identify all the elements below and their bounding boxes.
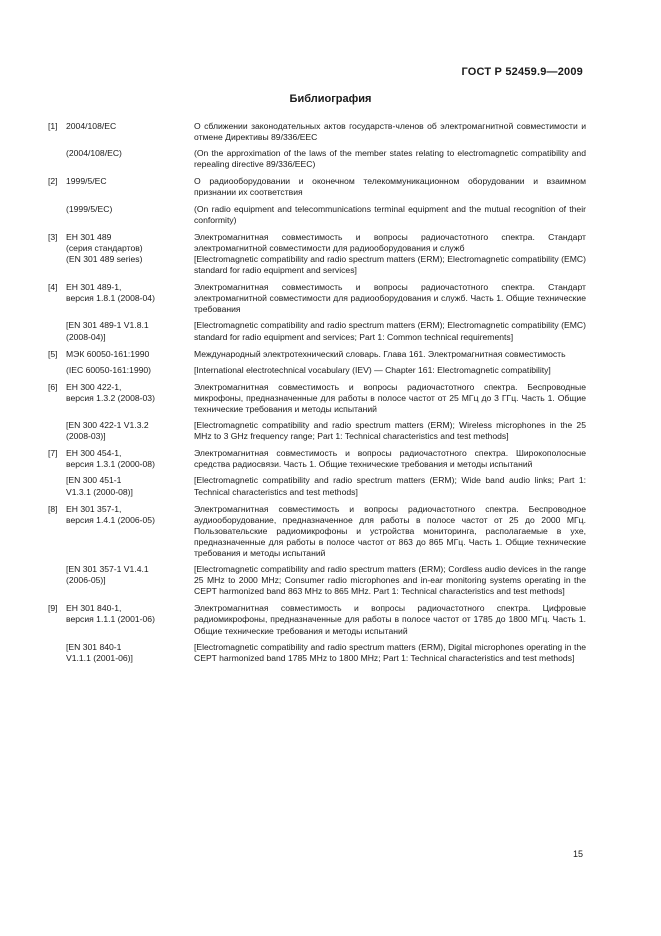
- entry-description: [International electrotechnical vocabulary (IEV) — Chapter 161: Electromagnetic compatibility]: [194, 364, 551, 375]
- bibliography-list: [48, 121, 586, 670]
- entry-description: Электромагнитная совместимость и вопросы радиочастотного спектра. Цифровые радиомикрофоны, предназначенные для работы в полосе частот от 1785 до 1800 МГц. Часть 1. Общие технические требования и методы испытаний: [194, 603, 586, 636]
- entry-row: [66, 504, 586, 559]
- entry-code: ЕН 300 454-1, версия 1.3.1 (2000-08): [66, 448, 155, 470]
- entry-description: О сближении законодательных актов государств-членов об электромагнитной совместимости и отмене Директивы 89/336/ЕЕС: [194, 121, 586, 143]
- entry-code: (IEC 60050-161:1990): [66, 364, 152, 375]
- entry-description: (On the approximation of the laws of the member states relating to electromagnetic compatibility and repealing directive 89/336/EEC): [194, 148, 586, 170]
- entry-row: [66, 564, 586, 597]
- entry-code: ЕН 301 489 (серия стандартов) (EN 301 489 series): [66, 231, 143, 264]
- entry-number: [5]: [48, 348, 58, 359]
- entry-description: О радиооборудовании и оконечном телекоммуникационном оборудовании и взаимном признании их соответствия: [194, 176, 586, 198]
- entry-row: [66, 642, 586, 664]
- entry-row: [66, 232, 586, 276]
- bibliography-entry: [48, 176, 586, 225]
- entry-row: [66, 448, 586, 470]
- bibliography-entry: [48, 603, 586, 663]
- entry-row: [66, 420, 586, 442]
- entry-number: [4]: [48, 282, 58, 293]
- entry-body: [66, 282, 586, 342]
- entry-description: (On radio equipment and telecommunications terminal equipment and the mutual recognition of their conformity): [194, 203, 586, 225]
- entry-body: [66, 382, 586, 442]
- entry-row: [66, 382, 586, 415]
- entry-code: (1999/5/EC): [66, 203, 113, 214]
- entry-code: [EN 300 451-1 V1.3.1 (2000-08)]: [66, 475, 133, 497]
- entry-body: [66, 121, 586, 170]
- entry-row: [66, 320, 586, 342]
- entry-number: [6]: [48, 381, 58, 392]
- bibliography-entry: [48, 448, 586, 497]
- bibliography-entry: [48, 382, 586, 442]
- entry-description: Электромагнитная совместимость и вопросы радиочастотного спектра. Беспроводные микрофоны, предназначенные для работы в полосе частот от 25 МГц до 3 ГГц. Часть 1. Общие технические требования и методы испытаний: [194, 381, 586, 414]
- entry-row: [66, 176, 586, 198]
- entry-description: [Electromagnetic compatibility and radio spectrum matters (ERM); Electromagnetic compatibility (EMC) standard for radio equipment and services; Part 1: Common technical requirements]: [194, 320, 586, 342]
- entry-code: ЕН 301 357-1, версия 1.4.1 (2006-05): [66, 503, 155, 525]
- entry-description: [Electromagnetic compatibility and radio spectrum matters (ERM); Wireless microphones in the 25 MHz to 3 GHz frequency range; Part 1: Technical characteristics and test methods]: [194, 420, 586, 442]
- entry-description: Электромагнитная совместимость и вопросы радиочастотного спектра. Стандарт электромагнитной совместимости для радиооборудования и служб [Electromagnetic compatibility and radio spectrum matters (ERM); Electromagnetic compatibility (EMC) standard for radio equipment and services]: [194, 231, 586, 276]
- page-title: Библиография: [289, 93, 372, 105]
- entry-row: [66, 603, 586, 636]
- bibliography-entry: [48, 504, 586, 598]
- entry-number: [9]: [48, 603, 58, 614]
- entry-code: ЕН 301 489-1, версия 1.8.1 (2008-04): [66, 282, 155, 304]
- entry-number: [2]: [48, 176, 58, 187]
- entry-description: Электромагнитная совместимость и вопросы радиочастотного спектра. Стандарт электромагнитной совместимости для радиооборудования и служб. Часть 1. Общие технические требования: [194, 282, 586, 315]
- entry-number: [8]: [48, 503, 58, 514]
- entry-body: [66, 504, 586, 598]
- entry-code: МЭК 60050-161:1990: [66, 348, 150, 359]
- entry-description: [Electromagnetic compatibility and radio spectrum matters (ERM); Cordless audio devices in the range 25 MHz to 2000 MHz; Consumer radio microphones and in-ear monitoring systems operating in the CEPT harmonized band 863 MHz to 865 MHz. Part 1: Technical characteristics and test methods]: [194, 564, 586, 597]
- entry-code: 1999/5/EC: [66, 176, 107, 187]
- entry-number: [7]: [48, 448, 58, 459]
- document-header: ГОСТ Р 52459.9—2009: [461, 66, 583, 78]
- entry-code: [EN 301 357-1 V1.4.1 (2006-05)]: [66, 564, 149, 586]
- bibliography-entry: [48, 121, 586, 170]
- entry-body: [66, 603, 586, 663]
- entry-body: [66, 232, 586, 276]
- entry-code: ЕН 301 840-1, версия 1.1.1 (2001-06): [66, 603, 155, 625]
- entry-code: [EN 301 489-1 V1.8.1 (2008-04)]: [66, 320, 149, 342]
- entry-description: Электромагнитная совместимость и вопросы радиочастотного спектра. Беспроводное аудиооборудование, предназначенное для работы в полосе частот от 25 до 2000 МГц. Пользовательские радиомикрофоны и устройства мониторинга, располагаемые в ухе, предназначенные для работы в полосе частот от 863 до 865 МГц. Часть 1. Общие технические требования и методы испытаний: [194, 503, 586, 558]
- entry-code: [EN 300 422-1 V1.3.2 (2008-03)]: [66, 420, 149, 442]
- entry-row: [66, 365, 586, 376]
- bibliography-entry: [48, 349, 586, 376]
- bibliography-entry: [48, 232, 586, 276]
- entry-row: [66, 349, 586, 360]
- entry-code: [EN 301 840-1 V1.1.1 (2001-06)]: [66, 641, 133, 663]
- entry-row: [66, 204, 586, 226]
- entry-row: [66, 148, 586, 170]
- entry-row: [66, 475, 586, 497]
- page-number: 15: [572, 849, 583, 859]
- entry-code: (2004/108/EC): [66, 148, 122, 159]
- entry-description: Электромагнитная совместимость и вопросы радиочастотного спектра. Широкополосные средства радиосвязи. Часть 1. Общие технические требования и методы испытаний: [194, 448, 586, 470]
- entry-description: [Electromagnetic compatibility and radio spectrum matters (ERM); Wide band audio links; Part 1: Technical characteristics and test methods]: [194, 475, 586, 497]
- entry-row: [66, 121, 586, 143]
- entry-row: [66, 282, 586, 315]
- entry-number: [3]: [48, 231, 58, 242]
- entry-description: [Electromagnetic compatibility and radio spectrum matters (ERM), Digital microphones operating in the CEPT harmonized band 1785 MHz to 1800 MHz; Part 1: Technical characteristics and test methods]: [194, 641, 586, 663]
- entry-description: Международный электротехнический словарь. Глава 161. Электромагнитная совместимость: [194, 348, 566, 359]
- entry-code: 2004/108/EC: [66, 121, 117, 131]
- entry-body: [66, 349, 586, 376]
- entry-body: [66, 448, 586, 497]
- entry-code: ЕН 300 422-1, версия 1.3.2 (2008-03): [66, 381, 155, 403]
- entry-number: [1]: [48, 121, 58, 131]
- entry-body: [66, 176, 586, 225]
- bibliography-entry: [48, 282, 586, 342]
